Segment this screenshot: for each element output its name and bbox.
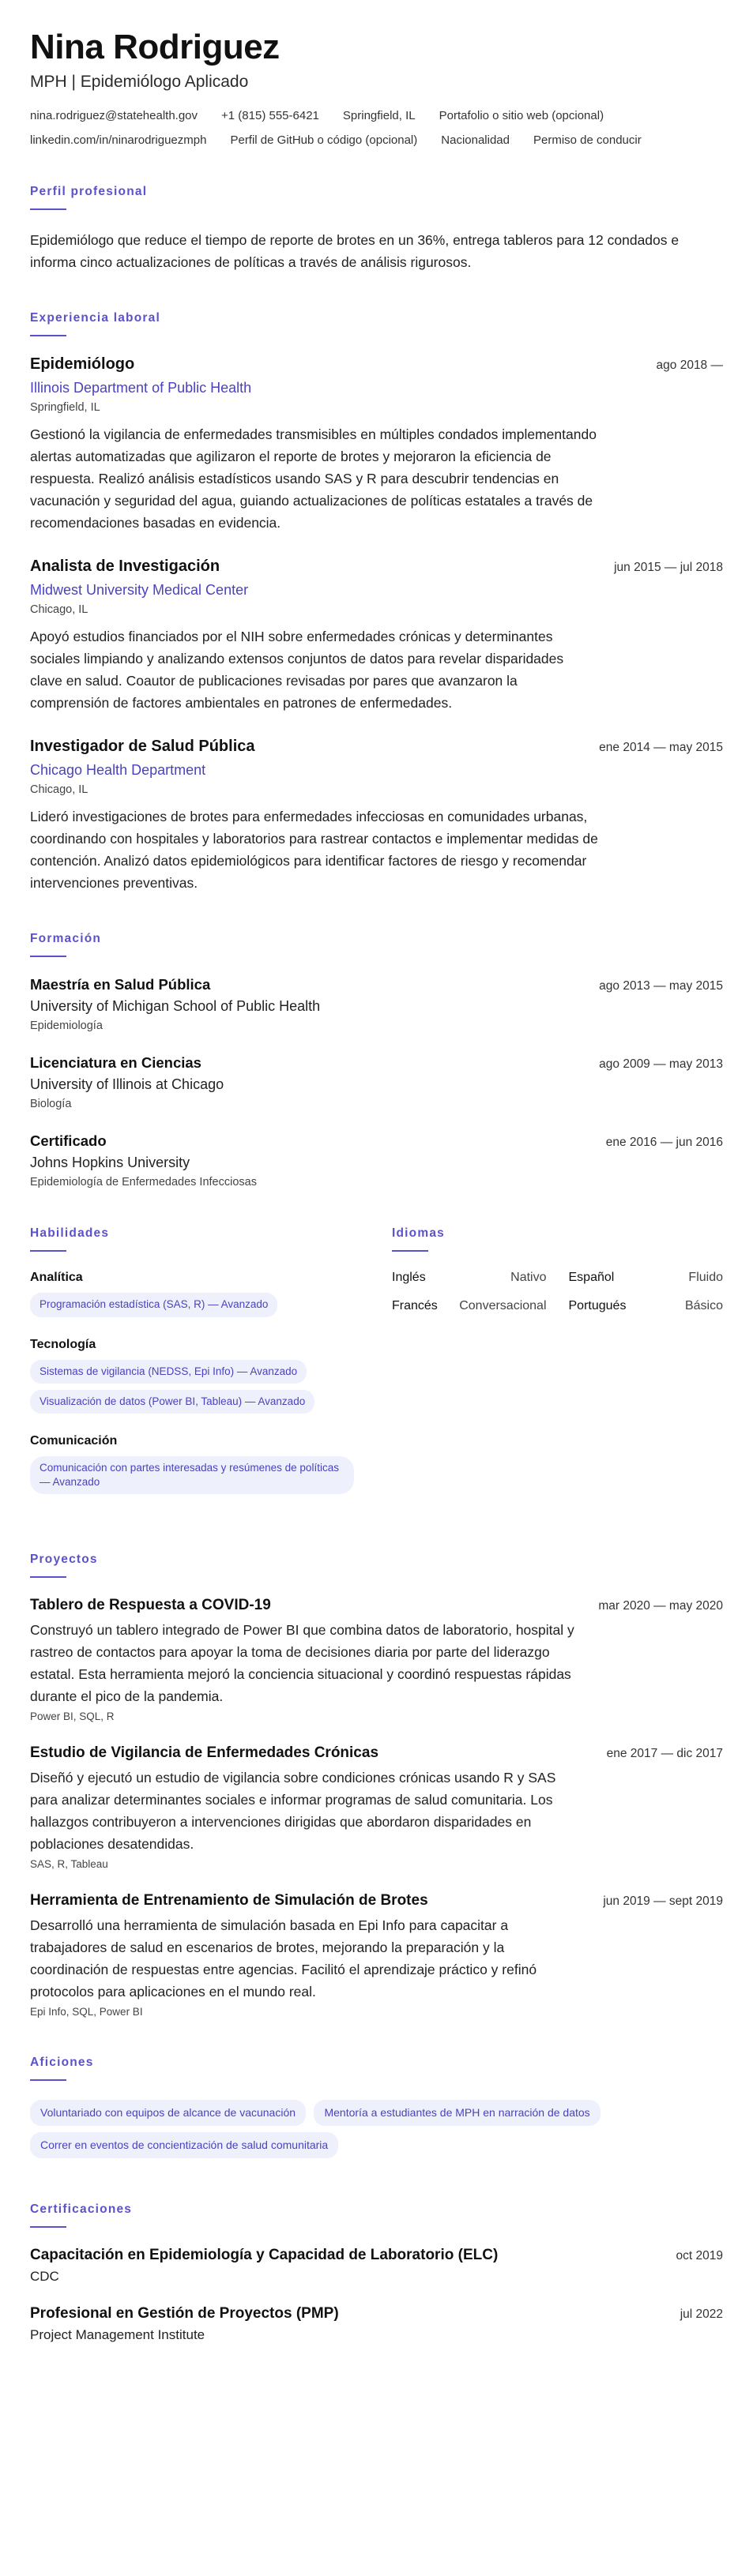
language-level: Conversacional [459, 1299, 547, 1313]
certification-entry [30, 2247, 723, 2285]
profile-section [30, 185, 723, 273]
skill-group [30, 1271, 360, 1323]
degree-title: Maestría en Salud Pública [30, 976, 211, 993]
project-tech: Power BI, SQL, R [30, 1710, 115, 1723]
section-title: Experiencia laboral [30, 311, 160, 325]
contact-portfolio[interactable]: Portafolio o sitio web (opcional) [439, 109, 604, 123]
project-title: Estudio de Vigilancia de Enfermedades Crónicas [30, 1744, 379, 1762]
section-divider [30, 2226, 66, 2228]
education-entry [30, 1054, 723, 1110]
hobbies-section [30, 2056, 723, 2165]
hobby-chip: Mentoría a estudiantes de MPH en narración de datos [314, 2100, 600, 2126]
language-name: Español [568, 1271, 615, 1285]
languages-column [392, 1226, 723, 1515]
certification-title: Capacitación en Epidemiología y Capacidad de Laboratorio (ELC) [30, 2247, 499, 2264]
skill-group-name: Tecnología [30, 1337, 96, 1351]
certifications-section [30, 2202, 723, 2343]
job-location: Chicago, IL [30, 603, 88, 617]
job-description: Apoyó estudios financiados por el NIH sobre enfermedades crónicas y determinantes sociales limpiando y analizando extensos conjuntos de datos para revelar disparidades clave en salud. Coautor de publicaciones revisadas por pares que avanzaron la comprensión de factores ambientales en patrones de enfermedades. [30, 629, 564, 712]
job-title: Investigador de Salud Pública [30, 738, 255, 756]
skill-chip: Sistemas de vigilancia (NEDSS, Epi Info) — Avanzado [30, 1360, 307, 1384]
skill-chip: Comunicación con partes interesadas y resúmenes de políticas — Avanzado [30, 1456, 354, 1494]
education-section [30, 932, 723, 1188]
section-divider [30, 956, 66, 957]
degree-area: Epidemiología de Enfermedades Infecciosas [30, 1176, 257, 1189]
degree-date: ago 2009 — may 2013 [599, 1057, 723, 1072]
skill-chip: Programación estadística (SAS, R) — Avanzado [30, 1293, 277, 1316]
skill-group [30, 1434, 360, 1500]
contact-nationality: Nacionalidad [441, 133, 510, 148]
skill-chip: Visualización de datos (Power BI, Tableau) — Avanzado [30, 1390, 314, 1414]
project-date: ene 2017 — dic 2017 [606, 1747, 723, 1761]
job-organization[interactable]: Chicago Health Department [30, 762, 206, 779]
job-date: ago 2018 — [656, 359, 723, 373]
job-organization[interactable]: Illinois Department of Public Health [30, 380, 252, 396]
job-organization[interactable]: Midwest University Medical Center [30, 582, 249, 599]
project-tech: Epi Info, SQL, Power BI [30, 2006, 143, 2018]
project-date: mar 2020 — may 2020 [598, 1599, 723, 1613]
contact-list [30, 109, 723, 147]
certification-entry [30, 2305, 723, 2343]
certification-issuer: Project Management Institute [30, 2327, 205, 2343]
profile-summary: Epidemiólogo que reduce el tiempo de reporte de brotes en un 36%, entrega tableros para 12 condados e informa cinco actualizaciones de políticas a través de análisis rigurosos. [30, 232, 680, 271]
section-divider [30, 1576, 66, 1578]
degree-date: ene 2016 — jun 2016 [605, 1136, 723, 1150]
section-title: Idiomas [392, 1226, 445, 1241]
section-divider [30, 1250, 66, 1252]
project-title: Tablero de Respuesta a COVID-19 [30, 1597, 271, 1614]
job-date: jun 2015 — jul 2018 [614, 561, 723, 575]
language-item [392, 1271, 547, 1285]
degree-institution: Johns Hopkins University [30, 1155, 190, 1171]
language-item [569, 1271, 724, 1285]
section-title: Certificaciones [30, 2202, 133, 2217]
contact-license: Permiso de conducir [533, 133, 642, 148]
contact-github[interactable]: Perfil de GitHub o código (opcional) [230, 133, 418, 148]
contact-email[interactable]: nina.rodriguez@statehealth.gov [30, 109, 198, 123]
degree-institution: University of Illinois at Chicago [30, 1076, 224, 1093]
resume-header [30, 28, 723, 147]
projects-section [30, 1553, 723, 2018]
section-divider [30, 208, 66, 210]
project-entry [30, 1744, 723, 1870]
hobby-chip: Voluntariado con equipos de alcance de vacunación [30, 2100, 306, 2126]
language-item [392, 1299, 547, 1313]
education-entry [30, 976, 723, 1032]
project-entry [30, 1597, 723, 1722]
candidate-headline: MPH | Epidemiólogo Aplicado [30, 73, 249, 92]
certification-date: oct 2019 [676, 2249, 723, 2263]
section-divider [30, 2079, 66, 2081]
language-level: Nativo [510, 1271, 547, 1285]
experience-section [30, 311, 723, 894]
section-divider [30, 335, 66, 336]
project-description: Diseñó y ejecutó un estudio de vigilancia sobre condiciones crónicas usando R y SAS para analizar determinantes sociales e informar programas de salud comunitaria. Los hallazgos contribuyeron a intervenciones dirigidas que abordaron disparidades en poblaciones desatendidas. [30, 1770, 556, 1853]
language-item [569, 1299, 724, 1313]
language-level: Fluido [688, 1271, 723, 1285]
experience-entry [30, 355, 723, 534]
project-tech: SAS, R, Tableau [30, 1858, 108, 1871]
project-title: Herramienta de Entrenamiento de Simulación de Brotes [30, 1892, 428, 1909]
certification-date: jul 2022 [680, 2308, 723, 2322]
skills-languages-section [30, 1226, 723, 1515]
section-title: Aficiones [30, 2056, 94, 2070]
section-title: Proyectos [30, 1553, 98, 1567]
section-divider [392, 1250, 428, 1252]
hobby-list [30, 2100, 723, 2165]
language-level: Básico [684, 1299, 723, 1313]
project-entry [30, 1892, 723, 2018]
contact-linkedin[interactable]: linkedin.com/in/ninarodriguezmph [30, 133, 207, 148]
experience-entry [30, 558, 723, 714]
certification-title: Profesional en Gestión de Proyectos (PMP) [30, 2305, 339, 2323]
job-title: Epidemiólogo [30, 355, 135, 374]
language-name: Portugués [568, 1299, 627, 1313]
project-date: jun 2019 — sept 2019 [603, 1894, 723, 1909]
job-description: Lideró investigaciones de brotes para enfermedades infecciosas en comunidades urbanas, coordinando con hospitales y laboratorios para rastrear contactos e implementar medidas de contención. Analizó datos epidemiológicos para identificar factores de riesgo y recomendar intervenciones preventivas. [30, 809, 598, 892]
job-description: Gestionó la vigilancia de enfermedades transmisibles en múltiples condados implementando alertas automatizadas que agilizaron el reporte de brotes y mejoraron la eficiencia de respuesta. Realizó análisis estadísticos usando SAS y R para descubrir tendencias en vacunación y seguridad del agua, guiando actualizaciones de políticas estatales a través de recomendaciones basadas en evidencia. [30, 426, 597, 531]
hobby-chip: Correr en eventos de concientización de salud comunitaria [30, 2132, 338, 2158]
job-date: ene 2014 — may 2015 [599, 741, 723, 755]
skill-group-name: Comunicación [30, 1434, 118, 1448]
contact-phone[interactable]: +1 (815) 555-6421 [221, 109, 319, 123]
degree-area: Epidemiología [30, 1020, 103, 1033]
language-name: Inglés [392, 1271, 426, 1285]
degree-title: Licenciatura en Ciencias [30, 1054, 201, 1072]
degree-institution: University of Michigan School of Public Health [30, 998, 321, 1015]
education-entry [30, 1132, 723, 1188]
section-title: Habilidades [30, 1226, 110, 1241]
skill-group [30, 1338, 360, 1420]
language-name: Francés [392, 1299, 438, 1313]
job-location: Chicago, IL [30, 783, 88, 797]
skills-column [30, 1226, 360, 1515]
contact-location: Springfield, IL [342, 109, 416, 123]
skill-group-name: Analítica [30, 1271, 83, 1285]
experience-entry [30, 738, 723, 894]
degree-area: Biología [30, 1098, 72, 1111]
job-title: Analista de Investigación [30, 558, 220, 576]
candidate-name: Nina Rodriguez [30, 28, 280, 66]
section-title: Formación [30, 932, 102, 946]
job-location: Springfield, IL [30, 401, 100, 415]
section-title: Perfil profesional [30, 185, 148, 199]
project-description: Construyó un tablero integrado de Power BI que combina datos de laboratorio, hospital y rastreo de contactos para apoyar la toma de decisiones diaria por parte del liderazgo estatal. Esta herramienta mejoró la conciencia situacional y coordinó respuestas rápidas durante el pico de la pandemia. [30, 1622, 574, 1705]
degree-title: Certificado [30, 1132, 107, 1150]
degree-date: ago 2013 — may 2015 [599, 979, 723, 993]
project-description: Desarrolló una herramienta de simulación basada en Epi Info para capacitar a trabajadores de salud en escenarios de brotes, mejorando la preparación y la coordinación de respuestas entre agencias. Facilitó el aprendizaje práctico y refinó protocolos para aplicaciones en el mundo real. [30, 1917, 537, 2000]
certification-issuer: CDC [30, 2269, 59, 2285]
language-list [392, 1271, 723, 1313]
